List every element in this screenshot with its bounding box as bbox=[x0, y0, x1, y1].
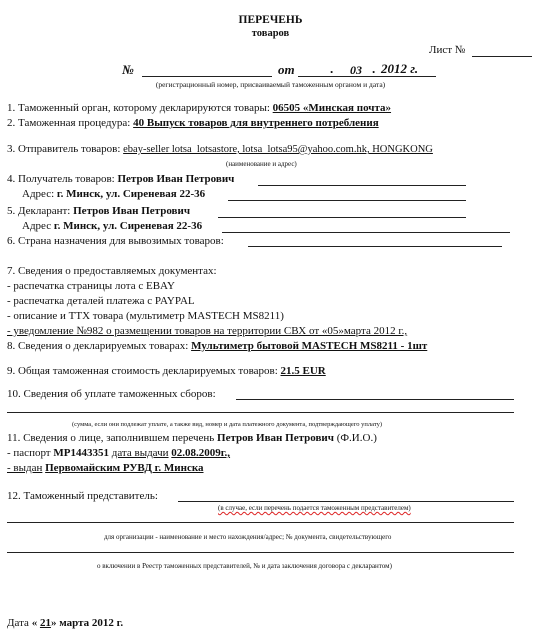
item-5-address bbox=[22, 220, 202, 232]
item-5-address-label: Адрес bbox=[22, 220, 52, 232]
item-11-issued-by bbox=[7, 462, 204, 474]
item-12-field[interactable] bbox=[178, 501, 514, 502]
item-5 bbox=[7, 205, 190, 217]
item-12-label: 12. Таможенный представитель: bbox=[7, 490, 158, 502]
item-10-label: 10. Сведения об уплате таможенных сборов: bbox=[7, 388, 216, 400]
item-12-caption-3: о включении в Реестр таможенных представителей, № и дата заключения договора с декларантом) bbox=[97, 562, 392, 570]
item-11-label: 11. Сведения о лице, заполнившем перечень bbox=[7, 432, 215, 444]
item-7-doc-2: - распечатка деталей платежа с PAYPAL bbox=[7, 295, 195, 307]
item-12-caption-2: для организации - наименование и место нахождения/адрес; № документа, свидетельствующего bbox=[104, 533, 392, 541]
signature-date-day: 21 bbox=[39, 617, 51, 629]
item-11-value: Петров Иван Петрович bbox=[217, 432, 334, 444]
item-7-doc-3: - описание и ТТХ товара (мультиметр MASTECH MS8211) bbox=[7, 310, 284, 322]
item-5-value: Петров Иван Петрович bbox=[73, 205, 191, 217]
item-10-field[interactable] bbox=[236, 399, 514, 400]
reg-number-caption: (регистрационный номер, присваиваемый таможенным органом и дата) bbox=[155, 80, 386, 89]
date-dot-1: . bbox=[330, 61, 334, 76]
signature-date-label: Дата bbox=[7, 617, 29, 629]
item-7-doc-4: - уведомление №982 о размещении товаров на территории СВХ от «05»марта 2012 г., bbox=[7, 325, 408, 337]
reg-number-field[interactable] bbox=[142, 76, 272, 77]
item-8-label: 8. Сведения о декларируемых товарах: bbox=[7, 340, 189, 352]
item-12-field-3[interactable] bbox=[7, 552, 514, 553]
item-3-caption: (наименование и адрес) bbox=[226, 160, 297, 168]
item-12-field-2[interactable] bbox=[7, 522, 514, 523]
item-6-field[interactable] bbox=[248, 246, 502, 247]
date-ot-label: от bbox=[278, 62, 295, 77]
item-7-doc-1: - распечатка страницы лота с EBAY bbox=[7, 280, 175, 292]
item-7-label: 7. Сведения о предоставляемых документах: bbox=[7, 265, 217, 277]
item-1-value: 06505 «Минская почта» bbox=[272, 102, 392, 114]
item-11-issue-label: дата выдачи bbox=[111, 447, 169, 459]
item-8-value: Мультиметр бытовой MASTECH MS8211 - 1шт bbox=[191, 340, 428, 352]
page-title: ПЕРЕЧЕНЬ bbox=[238, 14, 303, 26]
signature-date-close-quote: » bbox=[50, 617, 57, 629]
item-11-passport bbox=[7, 447, 230, 459]
item-6-label: 6. Страна назначения для вывозимых товаров: bbox=[7, 235, 224, 247]
date-dot-2: . bbox=[372, 61, 376, 76]
item-5-line bbox=[218, 217, 466, 218]
item-4-address bbox=[22, 188, 205, 200]
item-11-issue-date: 02.08.2009г., bbox=[171, 447, 231, 459]
item-11-fio: (Ф.И.О.) bbox=[336, 432, 377, 444]
item-9 bbox=[7, 365, 326, 377]
item-4-line bbox=[258, 185, 466, 186]
item-3-label: 3. Отправитель товаров: bbox=[7, 143, 121, 155]
item-10-caption: (сумма, если они подлежат уплате, а также вид, номер и дата платежного документа, подтверждающего уплату) bbox=[72, 421, 383, 428]
item-4-label: 4. Получатель товаров: bbox=[7, 173, 115, 185]
sheet-number-field[interactable] bbox=[472, 56, 532, 57]
item-8 bbox=[7, 340, 427, 352]
item-5-address-line bbox=[222, 232, 510, 233]
item-3 bbox=[7, 143, 433, 155]
signature-date-year: 2012 г. bbox=[91, 617, 124, 629]
item-9-value: 21.5 EUR bbox=[280, 365, 326, 377]
signature-date bbox=[7, 617, 123, 629]
item-3-value: ebay-seller lotsa_lotsastore, lotsa_lotsa95@yahoo.com.hk, HONGKONG bbox=[123, 144, 433, 155]
item-5-label: 5. Декларант: bbox=[7, 205, 71, 217]
item-11-issued-by-value: Первомайским РУВД г. Минска bbox=[45, 462, 204, 474]
reg-date-day: 03 bbox=[350, 63, 362, 77]
item-10-field-2[interactable] bbox=[7, 412, 514, 413]
item-4-address-label: Адрес: bbox=[22, 188, 55, 200]
reg-date-year: 2012 г. bbox=[381, 61, 419, 76]
item-1 bbox=[7, 102, 391, 114]
item-11 bbox=[7, 432, 377, 444]
item-4-address-value: г. Минск, ул. Сиреневая 22-36 bbox=[56, 188, 206, 200]
item-11-issued-by-label: - выдан bbox=[7, 462, 43, 474]
item-2 bbox=[7, 117, 379, 129]
page-subtitle: товаров bbox=[251, 28, 290, 39]
item-5-address-value: г. Минск, ул. Сиреневая 22-36 bbox=[53, 220, 203, 232]
signature-date-open-quote: « bbox=[31, 617, 38, 629]
item-2-label: 2. Таможенная процедура: bbox=[7, 117, 131, 129]
item-4-address-line bbox=[228, 200, 466, 201]
sheet-number-label: Лист № bbox=[429, 44, 466, 56]
item-1-label: 1. Таможенный орган, которому декларируются товары: bbox=[7, 102, 270, 114]
reg-number-label: № bbox=[122, 62, 134, 77]
item-11-passport-number: МР1443351 bbox=[53, 447, 109, 459]
item-4-value: Петров Иван Петрович bbox=[117, 173, 235, 185]
item-12-caption-1: (в случае, если перечень подается таможенным представителем) bbox=[218, 504, 411, 512]
signature-date-month: марта bbox=[59, 617, 90, 629]
item-4 bbox=[7, 173, 234, 185]
item-2-value: 40 Выпуск товаров для внутреннего потребления bbox=[133, 117, 379, 129]
item-11-passport-label: - паспорт bbox=[7, 447, 51, 459]
item-9-label: 9. Общая таможенная стоимость декларируемых товаров: bbox=[7, 365, 278, 377]
